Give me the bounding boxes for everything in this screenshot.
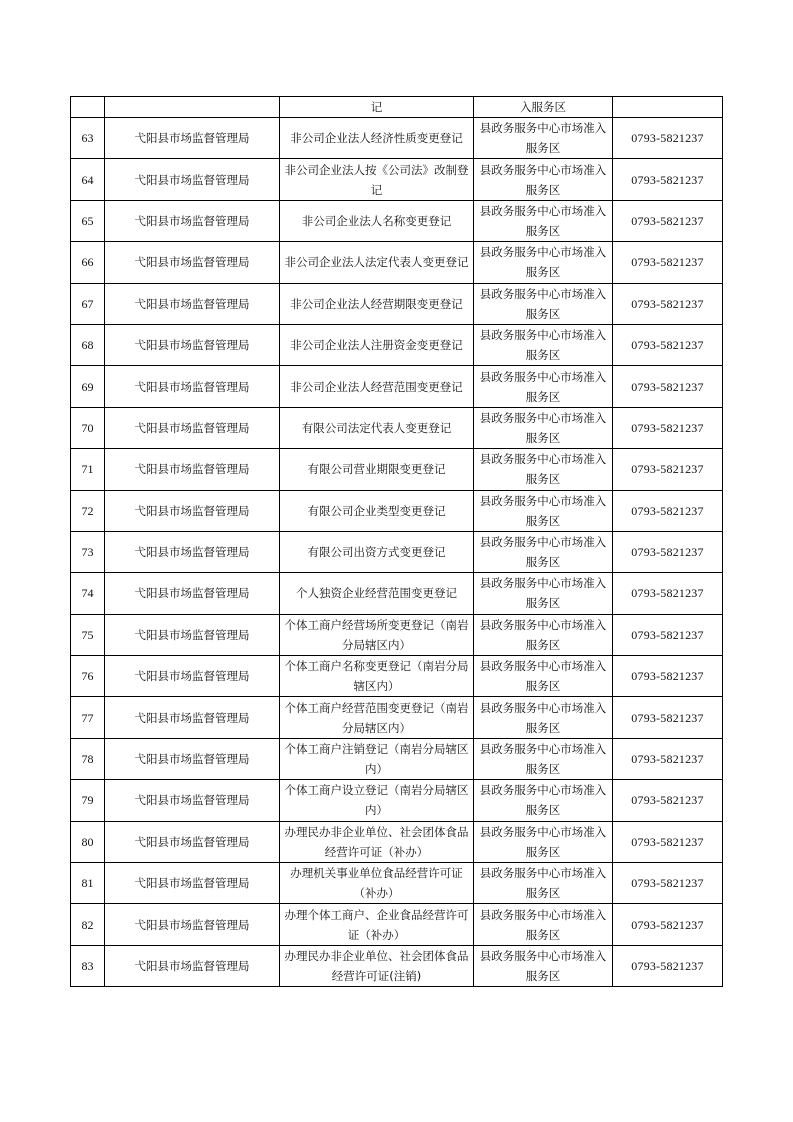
cell-department: 弋阳县市场监督管理局 <box>105 118 280 159</box>
cell-department: 弋阳县市场监督管理局 <box>105 242 280 283</box>
cell-number: 63 <box>71 118 105 159</box>
cell-service-item: 非公司企业法人经营范围变更登记 <box>280 366 474 407</box>
cell-number: 80 <box>71 821 105 862</box>
cell-phone: 0793-5821237 <box>613 904 723 945</box>
cell-location: 县政务服务中心市场准入服务区 <box>474 366 613 407</box>
cell-location: 县政务服务中心市场准入服务区 <box>474 780 613 821</box>
cell-location: 县政务服务中心市场准入服务区 <box>474 283 613 324</box>
cell-service-item: 个体工商户经营范围变更登记（南岩分局辖区内） <box>280 697 474 738</box>
cell-phone <box>613 97 723 118</box>
table-row <box>71 324 723 365</box>
cell-location: 县政务服务中心市场准入服务区 <box>474 531 613 572</box>
cell-department: 弋阳县市场监督管理局 <box>105 614 280 655</box>
cell-department: 弋阳县市场监督管理局 <box>105 573 280 614</box>
cell-location: 县政务服务中心市场准入服务区 <box>474 324 613 365</box>
cell-department: 弋阳县市场监督管理局 <box>105 407 280 448</box>
table-row <box>71 531 723 572</box>
cell-service-item: 办理民办非企业单位、社会团体食品经营许可证(注销) <box>280 945 474 986</box>
cell-location: 县政务服务中心市场准入服务区 <box>474 118 613 159</box>
cell-service-item: 办理机关事业单位食品经营许可证（补办） <box>280 863 474 904</box>
cell-number: 75 <box>71 614 105 655</box>
cell-service-item: 个体工商户经营场所变更登记（南岩分局辖区内） <box>280 614 474 655</box>
service-table <box>70 96 723 987</box>
cell-department: 弋阳县市场监督管理局 <box>105 904 280 945</box>
cell-department: 弋阳县市场监督管理局 <box>105 366 280 407</box>
cell-service-item: 非公司企业法人法定代表人变更登记 <box>280 242 474 283</box>
table-row <box>71 449 723 490</box>
cell-service-item: 记 <box>280 97 474 118</box>
cell-service-item: 个人独资企业经营范围变更登记 <box>280 573 474 614</box>
table-row <box>71 656 723 697</box>
cell-department: 弋阳县市场监督管理局 <box>105 821 280 862</box>
cell-location: 县政务服务中心市场准入服务区 <box>474 159 613 200</box>
cell-phone: 0793-5821237 <box>613 449 723 490</box>
cell-location: 县政务服务中心市场准入服务区 <box>474 242 613 283</box>
cell-service-item: 办理民办非企业单位、社会团体食品经营许可证（补办） <box>280 821 474 862</box>
table-row <box>71 366 723 407</box>
table-row <box>71 945 723 986</box>
table-row <box>71 738 723 779</box>
cell-location: 县政务服务中心市场准入服务区 <box>474 490 613 531</box>
cell-number: 70 <box>71 407 105 448</box>
cell-phone: 0793-5821237 <box>613 200 723 241</box>
cell-location: 入服务区 <box>474 97 613 118</box>
cell-phone: 0793-5821237 <box>613 863 723 904</box>
cell-phone: 0793-5821237 <box>613 159 723 200</box>
cell-location: 县政务服务中心市场准入服务区 <box>474 821 613 862</box>
cell-department: 弋阳县市场监督管理局 <box>105 200 280 241</box>
table-body <box>71 97 723 987</box>
table-row <box>71 904 723 945</box>
cell-phone: 0793-5821237 <box>613 407 723 448</box>
cell-location: 县政务服务中心市场准入服务区 <box>474 697 613 738</box>
cell-phone: 0793-5821237 <box>613 490 723 531</box>
cell-department: 弋阳县市场监督管理局 <box>105 159 280 200</box>
cell-phone: 0793-5821237 <box>613 945 723 986</box>
cell-department: 弋阳县市场监督管理局 <box>105 945 280 986</box>
cell-number: 83 <box>71 945 105 986</box>
cell-service-item: 非公司企业法人经营期限变更登记 <box>280 283 474 324</box>
table-row <box>71 159 723 200</box>
cell-number: 64 <box>71 159 105 200</box>
table-row <box>71 407 723 448</box>
cell-service-item: 非公司企业法人注册资金变更登记 <box>280 324 474 365</box>
cell-department: 弋阳县市场监督管理局 <box>105 738 280 779</box>
cell-department: 弋阳县市场监督管理局 <box>105 863 280 904</box>
table-row <box>71 821 723 862</box>
cell-service-item: 有限公司营业期限变更登记 <box>280 449 474 490</box>
cell-phone: 0793-5821237 <box>613 573 723 614</box>
cell-service-item: 个体工商户设立登记（南岩分局辖区内） <box>280 780 474 821</box>
cell-number: 79 <box>71 780 105 821</box>
table-row <box>71 242 723 283</box>
cell-phone: 0793-5821237 <box>613 697 723 738</box>
cell-phone: 0793-5821237 <box>613 366 723 407</box>
cell-department: 弋阳县市场监督管理局 <box>105 656 280 697</box>
cell-location: 县政务服务中心市场准入服务区 <box>474 904 613 945</box>
cell-number: 71 <box>71 449 105 490</box>
table-row <box>71 118 723 159</box>
cell-number: 82 <box>71 904 105 945</box>
cell-service-item: 办理个体工商户、企业食品经营许可证（补办） <box>280 904 474 945</box>
cell-number: 65 <box>71 200 105 241</box>
cell-phone: 0793-5821237 <box>613 242 723 283</box>
cell-department <box>105 97 280 118</box>
cell-phone: 0793-5821237 <box>613 738 723 779</box>
cell-number: 81 <box>71 863 105 904</box>
cell-number: 76 <box>71 656 105 697</box>
cell-location: 县政务服务中心市场准入服务区 <box>474 573 613 614</box>
cell-service-item: 非公司企业法人名称变更登记 <box>280 200 474 241</box>
cell-phone: 0793-5821237 <box>613 614 723 655</box>
cell-service-item: 有限公司企业类型变更登记 <box>280 490 474 531</box>
cell-phone: 0793-5821237 <box>613 656 723 697</box>
cell-location: 县政务服务中心市场准入服务区 <box>474 407 613 448</box>
cell-number: 72 <box>71 490 105 531</box>
cell-department: 弋阳县市场监督管理局 <box>105 531 280 572</box>
cell-phone: 0793-5821237 <box>613 118 723 159</box>
cell-phone: 0793-5821237 <box>613 531 723 572</box>
cell-number: 67 <box>71 283 105 324</box>
cell-service-item: 有限公司出资方式变更登记 <box>280 531 474 572</box>
document-page <box>70 96 722 987</box>
cell-location: 县政务服务中心市场准入服务区 <box>474 614 613 655</box>
cell-service-item: 个体工商户名称变更登记（南岩分局辖区内） <box>280 656 474 697</box>
table-row-continued <box>71 97 723 118</box>
cell-phone: 0793-5821237 <box>613 780 723 821</box>
cell-location: 县政务服务中心市场准入服务区 <box>474 863 613 904</box>
cell-location: 县政务服务中心市场准入服务区 <box>474 656 613 697</box>
cell-department: 弋阳县市场监督管理局 <box>105 449 280 490</box>
cell-department: 弋阳县市场监督管理局 <box>105 324 280 365</box>
cell-number <box>71 97 105 118</box>
cell-location: 县政务服务中心市场准入服务区 <box>474 945 613 986</box>
cell-service-item: 非公司企业法人经济性质变更登记 <box>280 118 474 159</box>
table-row <box>71 780 723 821</box>
cell-number: 73 <box>71 531 105 572</box>
cell-number: 66 <box>71 242 105 283</box>
table-row <box>71 283 723 324</box>
cell-number: 68 <box>71 324 105 365</box>
cell-department: 弋阳县市场监督管理局 <box>105 283 280 324</box>
cell-location: 县政务服务中心市场准入服务区 <box>474 449 613 490</box>
cell-number: 69 <box>71 366 105 407</box>
cell-department: 弋阳县市场监督管理局 <box>105 780 280 821</box>
table-row <box>71 863 723 904</box>
table-row <box>71 614 723 655</box>
cell-location: 县政务服务中心市场准入服务区 <box>474 738 613 779</box>
cell-department: 弋阳县市场监督管理局 <box>105 490 280 531</box>
cell-phone: 0793-5821237 <box>613 324 723 365</box>
cell-department: 弋阳县市场监督管理局 <box>105 697 280 738</box>
cell-phone: 0793-5821237 <box>613 821 723 862</box>
cell-service-item: 有限公司法定代表人变更登记 <box>280 407 474 448</box>
cell-number: 74 <box>71 573 105 614</box>
table-row <box>71 490 723 531</box>
table-row <box>71 697 723 738</box>
cell-service-item: 个体工商户注销登记（南岩分局辖区内） <box>280 738 474 779</box>
cell-number: 77 <box>71 697 105 738</box>
table-row <box>71 200 723 241</box>
cell-number: 78 <box>71 738 105 779</box>
cell-phone: 0793-5821237 <box>613 283 723 324</box>
cell-service-item: 非公司企业法人按《公司法》改制登记 <box>280 159 474 200</box>
cell-location: 县政务服务中心市场准入服务区 <box>474 200 613 241</box>
table-row <box>71 573 723 614</box>
